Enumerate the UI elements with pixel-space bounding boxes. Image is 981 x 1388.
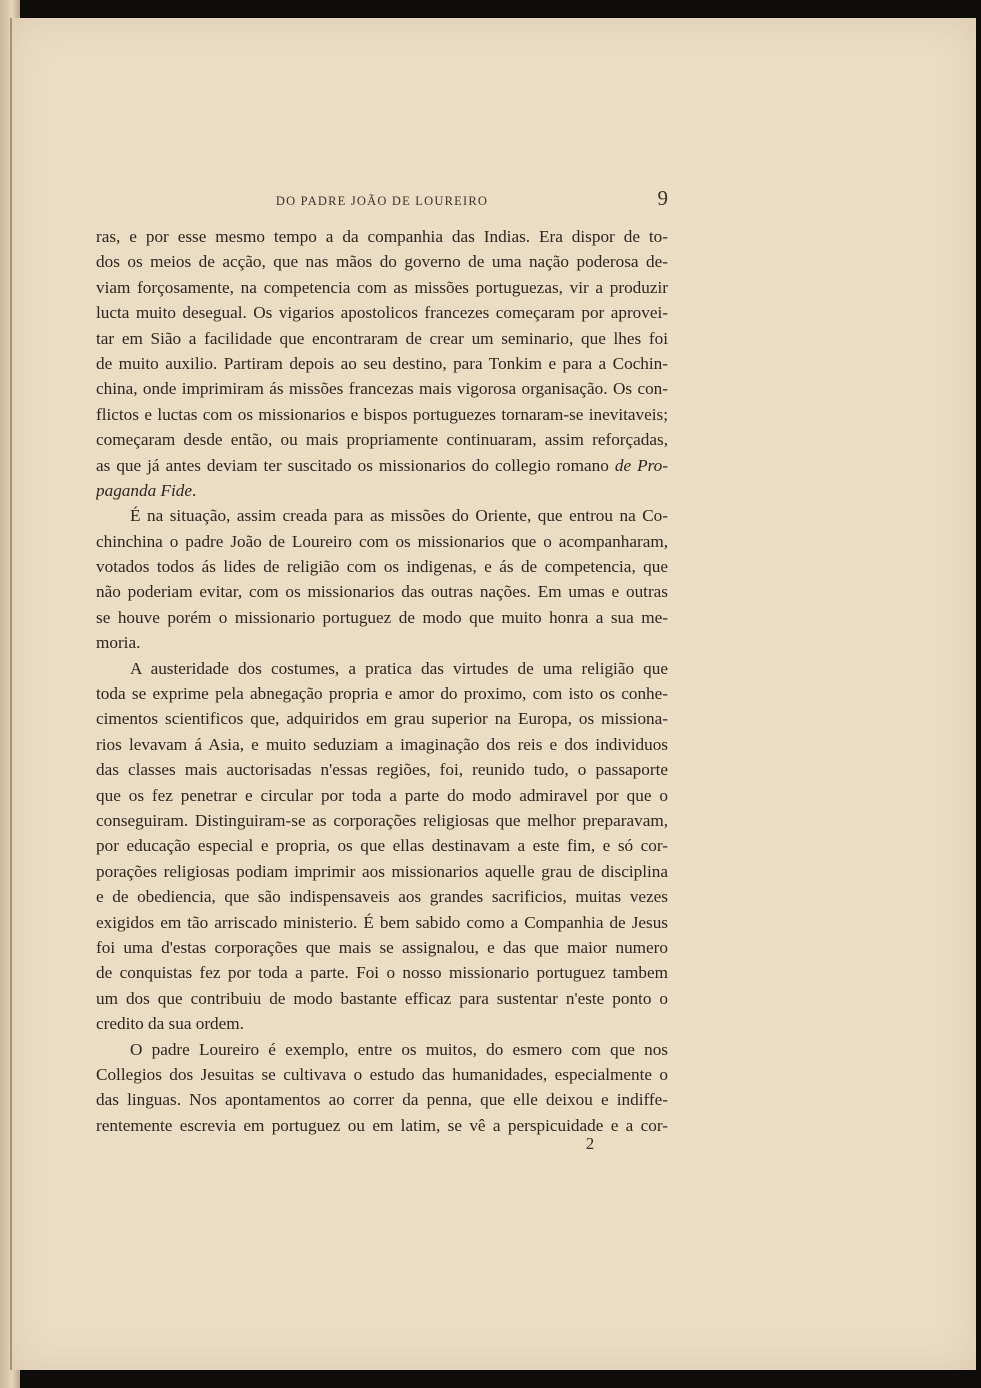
text-line: um dos que contribuiu de modo bastante efficaz para sustentar n'este ponto o (96, 988, 668, 1008)
text-line: não poderiam evitar, com os missionarios das outras nações. Em umas e outras (96, 582, 668, 602)
text-line: foi uma d'estas corporações que mais se assignalou, e das que maior numero (96, 937, 668, 957)
text-line: paganda Fide. (96, 480, 197, 500)
text-line: de conquistas fez por toda a parte. Foi o nosso missionario portuguez tambem (96, 963, 668, 983)
text-line: e de obediencia, que são indispensaveis aos grandes sacrificios, muitas vezes (96, 887, 668, 907)
text-line: china, onde imprimiram ás missões francezas mais vigorosa organisação. Os con- (96, 379, 668, 399)
text-line: as que já antes deviam ter suscitado os missionarios do collegio romano de Pro- (96, 455, 668, 475)
text-line: exigidos em tão arriscado ministerio. É bem sabido como a Companhia de Jesus (96, 912, 668, 932)
text-line: rios levavam á Asia, e muito seduziam a imaginação dos reis e dos individuos (96, 734, 668, 754)
text-line: conseguiram. Distinguiram-se as corporações religiosas que melhor preparavam, (96, 810, 668, 830)
text-line: votados todos ás lides de religião com os indigenas, e ás de competencia, que (96, 557, 668, 577)
text-line: lucta muito desegual. Os vigarios apostolicos francezes começaram por aprovei- (96, 303, 668, 323)
text-line: começaram desde então, ou mais propriamente continuaram, assim reforçadas, (96, 430, 668, 450)
text-line: ras, e por esse mesmo tempo a da companhia das Indias. Era dispor de to- (96, 227, 668, 246)
text-line: das classes mais auctorisadas n'essas regiões, foi, reunido tudo, o passaporte (96, 760, 668, 780)
text-line: flictos e luctas com os missionarios e bispos portuguezes tornaram-se inevitaveis; (96, 404, 668, 424)
text-line: viam forçosamente, na competencia com as missões portuguezas, vir a produzir (96, 277, 668, 297)
text-line: credito da sua ordem. (96, 1014, 244, 1034)
page-number: 9 (657, 186, 668, 210)
text-line: É na situação, assim creada para as missões do Oriente, que entrou na Co- (130, 506, 668, 526)
text-line: tar em Sião a facilidade que encontraram de crear um seminario, que lhes foi (96, 328, 668, 348)
text-line: das linguas. Nos apontamentos ao correr da penna, que elle deixou e indiffe- (96, 1090, 668, 1110)
text-line: Collegios dos Jesuitas se cultivava o estudo das humanidades, especialmente o (96, 1064, 668, 1084)
text-line: por educação especial e propria, os que ellas destinavam a este fim, e só cor- (96, 836, 668, 856)
text-line: O padre Loureiro é exemplo, entre os muitos, do esmero com que nos (130, 1039, 668, 1059)
text-line: porações religiosas podiam imprimir aos missionarios aquelle grau de disciplina (96, 861, 668, 881)
text-line: se houve porém o missionario portuguez de modo que muito honra a sua me- (96, 607, 668, 627)
text-line: que os fez penetrar e circular por toda a parte do modo admiravel por que o (96, 785, 668, 805)
text-line: de muito auxilio. Partiram depois ao seu destino, para Tonkim e para a Cochin- (96, 353, 668, 373)
running-title: DO PADRE JOÃO DE LOUREIRO (275, 194, 489, 208)
text-line: cimentos scientificos que, adquiridos em grau superior na Europa, os missiona- (96, 709, 668, 729)
text-line: dos os meios de acção, que nas mãos do governo de uma nação poderosa de- (96, 252, 668, 272)
body-text (96, 224, 668, 1138)
text-line: rentemente escrevia em portuguez ou em latim, se vê a perspicuidade e a cor- (96, 1115, 668, 1135)
text-line: chinchina o padre João de Loureiro com os missionarios que o acompanharam, (96, 531, 668, 551)
text-line: moria. (96, 633, 141, 653)
text-line: toda se exprime pela abnegação propria e amor do proximo, com isto os conhe- (96, 684, 668, 704)
signature-mark: 2 (585, 1134, 595, 1153)
text-line: A austeridade dos costumes, a pratica das virtudes de uma religião que (130, 658, 668, 678)
page-header (96, 186, 668, 214)
page-gutter-edge (10, 18, 12, 1370)
